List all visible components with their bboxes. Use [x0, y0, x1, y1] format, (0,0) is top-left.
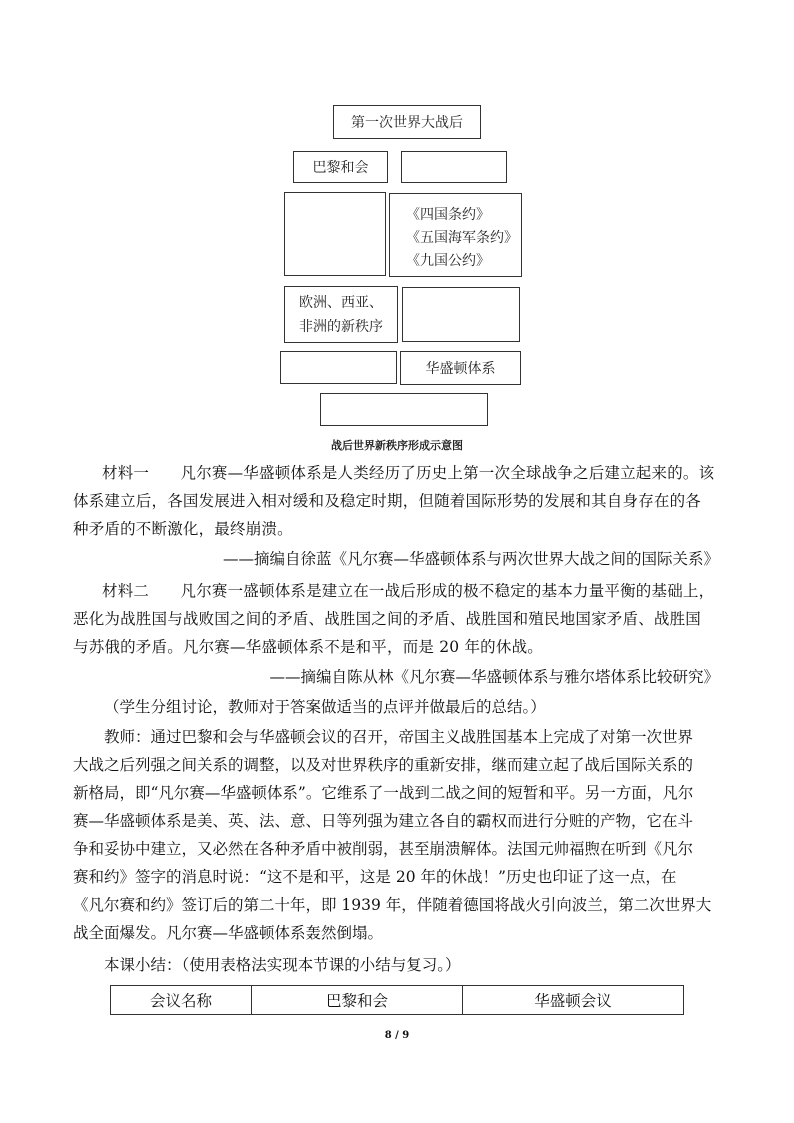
- diagram-europe-line1: 欧洲、西亚、: [299, 294, 383, 311]
- diagram-blank-box-1: [401, 151, 507, 183]
- material1-line: 体系建立后，各国发展进入相对缓和及稳定时期，但随着国际形势的发展和其自身存在的各: [73, 492, 702, 510]
- table-header-cell: 巴黎和会: [252, 986, 463, 1015]
- diagram-washington-box: [400, 351, 521, 385]
- teacher-line: 新格局，即“凡尔赛—华盛顿体系”。它维系了一战到二战之间的短暂和平。另一方面，凡尔: [73, 784, 694, 802]
- diagram-europe-box: [284, 286, 398, 343]
- teacher-line: 《凡尔赛和约》签订后的第二十年，即 1939 年，伴随着德国将战火引向波兰，第二次世界大: [73, 896, 712, 914]
- summary-intro: 本课小结：（使用表格法实现本节课的小结与复习。）: [104, 956, 461, 974]
- treaty-item: 《四国条约》: [406, 207, 490, 223]
- discussion-note: （学生分组讨论，教师对于答案做适当的点评并做最后的总结。）: [104, 698, 546, 716]
- diagram-treaties-box: [389, 193, 522, 277]
- teacher-line: 赛和约》签字的消息时说：“这不是和平，这是 20 年的休战！”历史也印证了这一点，在: [73, 868, 677, 886]
- diagram-blank-box-5: [320, 393, 488, 426]
- treaty-item: 《五国海军条约》: [406, 230, 518, 246]
- diagram-caption: 战后世界新秩序形成示意图: [331, 439, 463, 452]
- page-number: 8 / 9: [384, 1030, 410, 1041]
- diagram-top-box: [333, 105, 481, 139]
- summary-table: [110, 985, 684, 1015]
- material1-source: ——摘编自徐蓝《凡尔赛—华盛顿体系与两次世界大战之间的国际关系》: [222, 550, 719, 568]
- diagram-blank-box-2: [284, 192, 386, 276]
- material1-line: 材料一 凡尔赛—华盛顿体系是人类经历了历史上第一次全球战争之后建立起来的。该: [102, 464, 715, 482]
- treaty-item: 《九国公约》: [406, 253, 490, 269]
- diagram-top-label: 第一次世界大战后: [351, 115, 463, 131]
- material2-line: 与苏俄的矛盾。凡尔赛—华盛顿体系不是和平，而是 20 年的休战。: [73, 638, 543, 656]
- teacher-line: 争和妥协中建立，又必然在各种矛盾中被削弱，甚至崩溃解体。法国元帅福煦在听到《凡尔: [73, 840, 694, 858]
- teacher-line: 大战之后列强之间关系的调整，以及对世界秩序的重新安排，继而建立起了战后国际关系的: [73, 756, 694, 774]
- teacher-line: 教师：通过巴黎和会与华盛顿会议的召开，帝国主义战胜国基本上完成了对第一次世界: [104, 728, 694, 746]
- teacher-line: 战全面爆发。凡尔赛—华盛顿体系轰然倒塌。: [73, 924, 384, 942]
- material2-line: 恶化为战胜国与战败国之间的矛盾、战胜国之间的矛盾、战胜国和殖民地国家矛盾、战胜国: [73, 610, 702, 628]
- diagram-europe-line2: 非洲的新秩序: [299, 318, 383, 335]
- material2-source: ——摘编自陈从林《凡尔赛—华盛顿体系与雅尔塔体系比较研究》: [269, 668, 719, 686]
- table-row: [111, 986, 684, 1015]
- material2-line: 材料二 凡尔赛一盛顿体系是建立在一战后形成的极不稳定的基本力量平衡的基础上，: [102, 582, 715, 600]
- diagram-blank-box-4: [280, 351, 397, 384]
- teacher-line: 赛—华盛顿体系是美、英、法、意、日等列强为建立各自的霸权而进行分赃的产物，它在斗: [73, 812, 694, 830]
- diagram-paris-box: [293, 151, 388, 183]
- table-header-cell: 华盛顿会议: [463, 986, 684, 1015]
- diagram-paris-label: 巴黎和会: [312, 160, 369, 176]
- material1-line: 种矛盾的不断激化，最终崩溃。: [73, 520, 293, 538]
- diagram-washington-label: 华盛顿体系: [425, 361, 496, 377]
- diagram-blank-box-3: [402, 287, 520, 342]
- table-header-cell: 会议名称: [111, 986, 252, 1015]
